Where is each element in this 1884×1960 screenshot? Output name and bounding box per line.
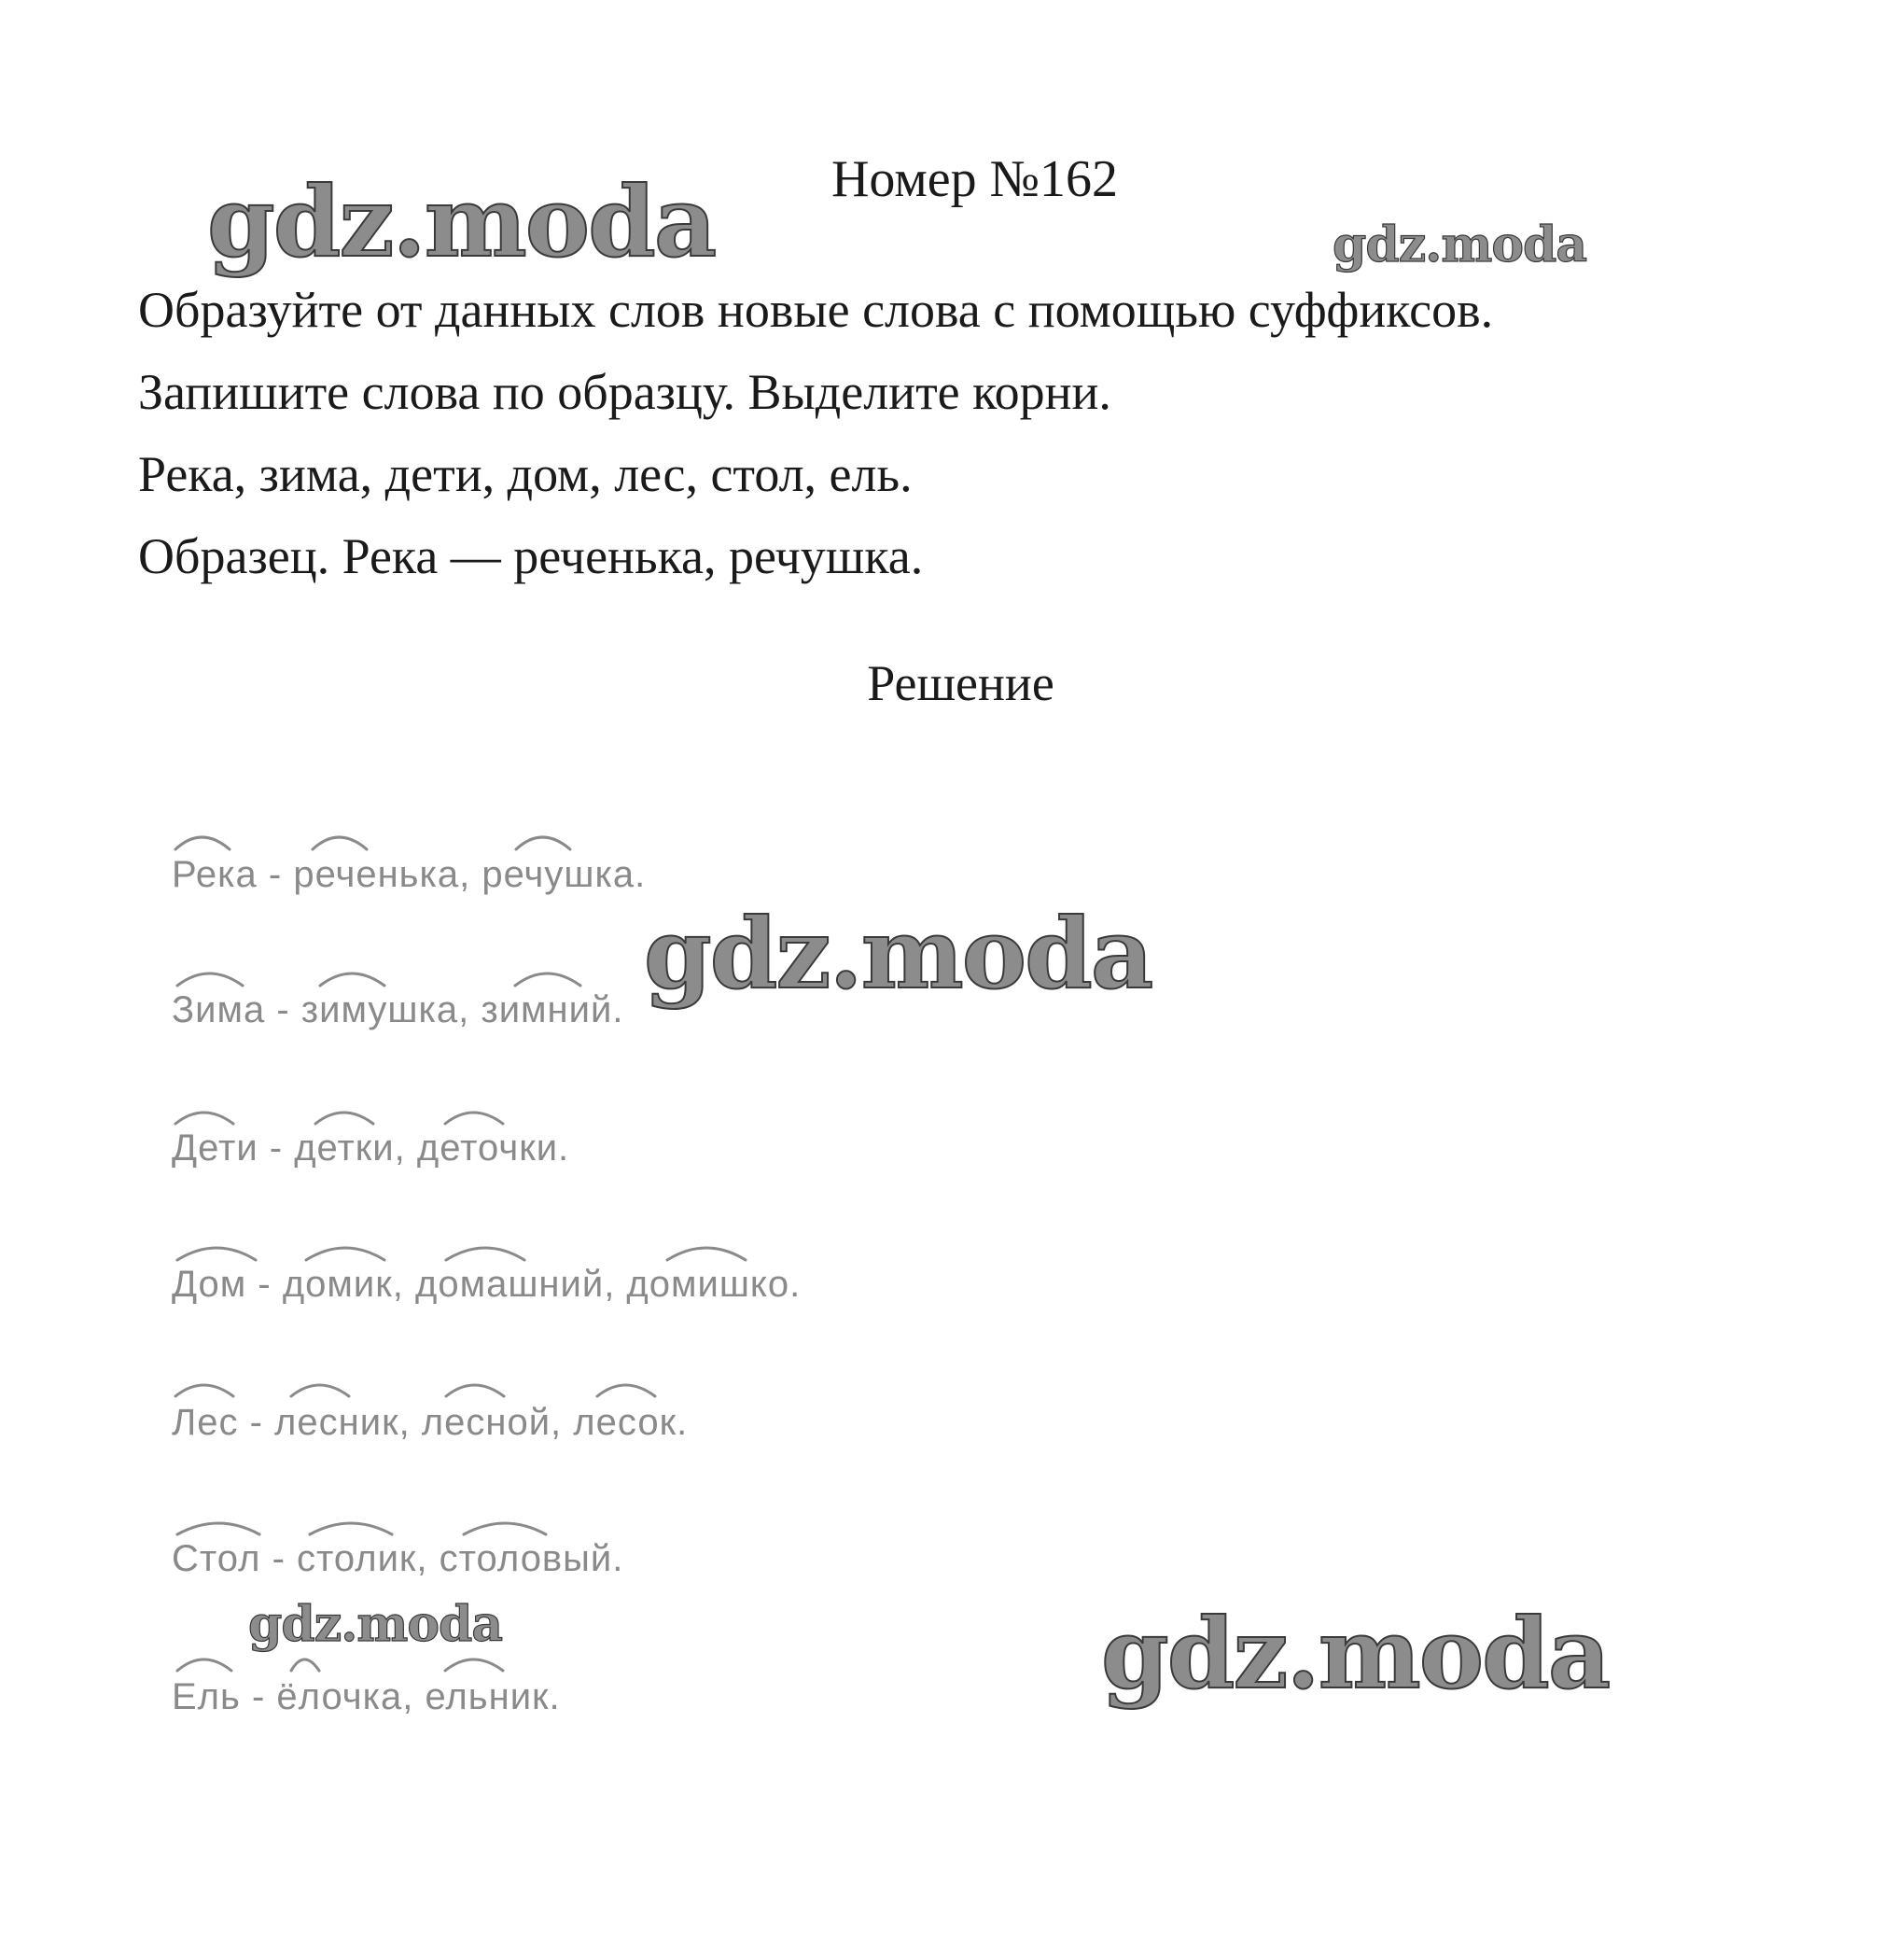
watermark: gdz.moda (644, 896, 1152, 1011)
root-arc (516, 837, 570, 849)
task-line: Образец. Река — реченька, речушка. (138, 528, 924, 584)
watermark: gdz.moda (1333, 217, 1587, 273)
root-arc (445, 1113, 503, 1124)
root-arc (177, 973, 243, 986)
task-line: Запишите слова по образцу. Выделите корни. (138, 364, 1111, 420)
root-arc (177, 1659, 231, 1671)
root-arc (313, 837, 367, 849)
solution-line: Зима - зимушка, зимний. (172, 989, 624, 1030)
task-line: Образуйте от данных слов новые слова с помощью суффиксов. (138, 282, 1494, 338)
root-arc (667, 1248, 746, 1260)
root-arc (446, 1248, 524, 1260)
root-arc (177, 1248, 256, 1260)
root-arc (464, 1523, 546, 1534)
root-arc (306, 1248, 384, 1260)
root-arc (446, 1385, 504, 1396)
root-arc (175, 1385, 233, 1396)
solution-line: Ель - ёлочка, ельник. (172, 1676, 561, 1717)
root-arc (320, 973, 384, 986)
root-arc (291, 1659, 319, 1671)
root-arc (315, 1113, 373, 1124)
root-arc (177, 1523, 259, 1534)
solution-line: Дом - домик, домашний, домишко. (172, 1264, 802, 1305)
root-arc (175, 1113, 233, 1124)
page-title: Номер №162 (830, 150, 1119, 208)
watermark: gdz.moda (1101, 1596, 1610, 1711)
solution-title: Решение (867, 655, 1054, 711)
watermark: gdz.moda (207, 164, 716, 279)
watermark: gdz.moda (248, 1596, 503, 1653)
root-arc (291, 1385, 349, 1396)
task-line: Река, зима, дети, дом, лес, стол, ель. (138, 446, 913, 502)
root-arc (175, 837, 230, 849)
root-arc (310, 1523, 392, 1534)
solution-line: Река - реченька, речушка. (172, 854, 647, 895)
solution-line: Стол - столик, столовый. (172, 1538, 624, 1579)
solution-line: Лес - лесник, лесной, лесок. (172, 1402, 689, 1443)
root-arc (445, 1659, 503, 1671)
root-arc (597, 1385, 655, 1396)
solution-line: Дети - детки, деточки. (172, 1127, 570, 1169)
root-arc (515, 973, 580, 986)
